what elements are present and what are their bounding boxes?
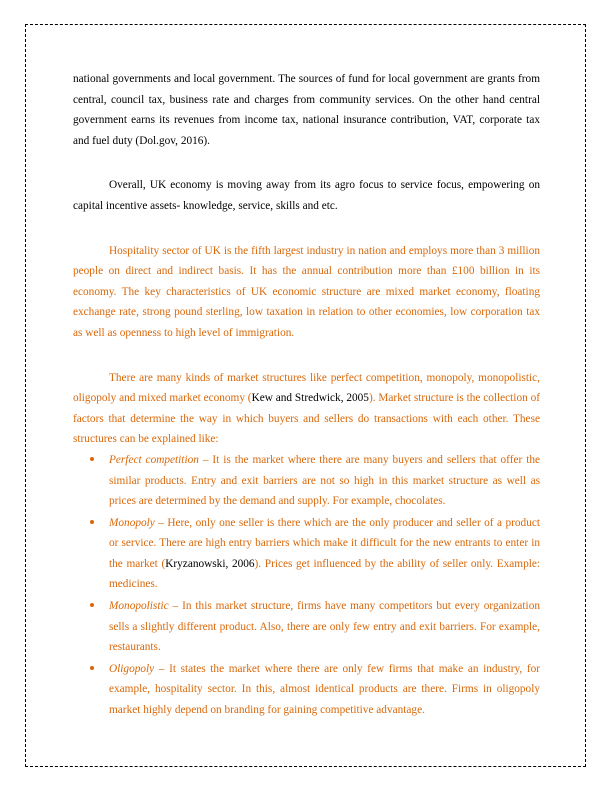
definition-monopoly-end: ). Prices get influenced by the ability of seller only. Example: medicines. — [109, 557, 541, 591]
list-item-monopolistic — [73, 596, 540, 658]
term-monopolistic: Monopolistic — [109, 600, 169, 613]
term-oligopoly: Oligopoly — [109, 662, 155, 675]
paragraph-hospitality-sector: Hospitality sector of UK is the fifth largest industry in nation and employs more than 3 million people on direct and indirect basis. It has the annual contribution more than £100 billion in its economy. The key characteristics of UK economic structure are mixed market economy, floating exchange rate, strong pound sterling, low taxation in relation to other economies, low corporation tax as well as openness to high level of immigration. — [73, 244, 540, 339]
paragraph-uk-economy-overview: Overall, UK economy is moving away from its agro focus to service focus, empowering on capital incentive assets- knowledge, service, skills and etc. — [73, 179, 540, 212]
paragraph-government-funding: national governments and local government. The sources of fund for local government are grants from central, council tax, business rate and charges from community services. On the other hand central government earns its revenues from income tax, national insurance contribution, VAT, corporate tax and fuel duty (Dol.gov, 2016). — [73, 73, 540, 147]
paragraph-market-structures — [73, 368, 540, 450]
term-perfect-competition: Perfect competition — [109, 453, 199, 466]
definition-monopoly-start: – Here, only one seller is there which are the only producer and seller of a product or service. There are high entry barriers which make it difficult for the new entrants to enter in the market ( — [109, 516, 540, 570]
list-item-perfect-competition — [73, 450, 540, 512]
citation-kryzanowski: Kryzanowski, 2006 — [165, 557, 255, 570]
list-item-monopoly — [73, 513, 540, 595]
market-structures-text-end: ). Market structure is the collection of factors that determine the way in which buyers and sellers do transactions with each other. These structures can be explained like: — [73, 392, 540, 446]
market-structures-text-start: There are many kinds of market structures like perfect competition, monopoly, monopolistic, oligopoly and mixed market economy ( — [73, 371, 540, 405]
citation-kew-stredwick: Kew and Stredwick, 2005 — [251, 392, 369, 405]
definition-perfect-competition: – It is the market where there are many buyers and sellers that offer the similar products. Entry and exit barriers are not so high in this market structure as well as prices are determined by the demand and supply. For example, chocolates. — [109, 453, 540, 508]
definition-oligopoly: – It states the market where there are only few firms that make an industry, for example, hospitality sector. In this, almost identical products are there. Firms in oligopoly market highly depend on branding for gaining competitive advantage. — [109, 662, 540, 717]
bullet-icon — [90, 603, 94, 607]
market-structure-list — [73, 450, 540, 721]
term-monopoly: Monopoly — [109, 516, 155, 529]
bullet-icon — [90, 457, 94, 461]
bullet-icon — [90, 520, 94, 524]
bullet-icon — [90, 666, 94, 670]
document-body — [73, 69, 540, 722]
list-item-oligopoly — [73, 659, 540, 721]
definition-monopolistic: – In this market structure, firms have many competitors but every organization sells a slightly different product. Also, there are only few entry and exit barriers. For example, restaurants. — [109, 600, 540, 654]
